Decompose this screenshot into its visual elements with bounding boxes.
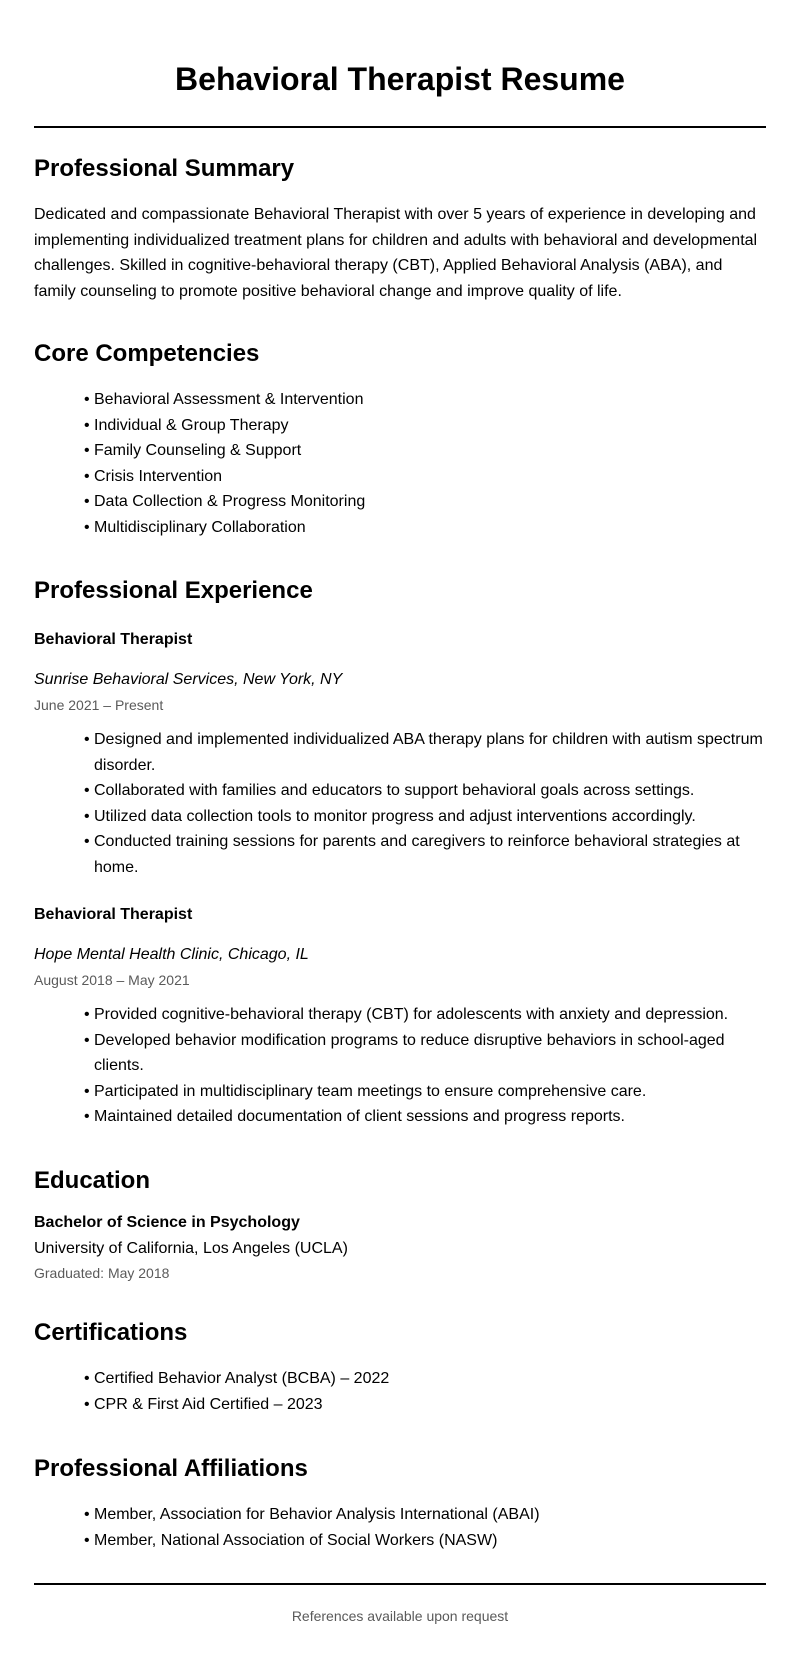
list-item: • Behavioral Assessment & Intervention xyxy=(84,387,766,413)
affiliations-list xyxy=(84,1502,766,1553)
page-title: Behavioral Therapist Resume xyxy=(175,61,625,97)
list-item: • Provided cognitive-behavioral therapy (CBT) for adolescents with anxiety and depression. xyxy=(84,1002,766,1028)
experience-heading: Professional Experience xyxy=(34,577,313,604)
job-company: Sunrise Behavioral Services, New York, NY xyxy=(34,671,343,688)
list-item: • Member, Association for Behavior Analysis International (ABAI) xyxy=(84,1502,766,1528)
job-dates: June 2021 – Present xyxy=(34,697,164,713)
list-item: • Data Collection & Progress Monitoring xyxy=(84,489,766,515)
job-title: Behavioral Therapist xyxy=(34,906,193,923)
competencies-list xyxy=(84,387,766,540)
list-item: • Designed and implemented individualized ABA therapy plans for children with autism spectrum disorder. xyxy=(84,727,766,778)
competencies-heading: Core Competencies xyxy=(34,340,260,367)
header-divider xyxy=(34,126,766,128)
certifications-heading: Certifications xyxy=(34,1319,188,1346)
list-item: • Certified Behavior Analyst (BCBA) – 2022 xyxy=(84,1366,766,1392)
list-item: • Participated in multidisciplinary team meetings to ensure comprehensive care. xyxy=(84,1079,766,1105)
list-item: • Collaborated with families and educators to support behavioral goals across settings. xyxy=(84,778,766,804)
job-bullets xyxy=(84,1002,766,1130)
job-company: Hope Mental Health Clinic, Chicago, IL xyxy=(34,946,309,963)
education-school: University of California, Los Angeles (UCLA) xyxy=(34,1240,348,1257)
job-dates: August 2018 – May 2021 xyxy=(34,972,190,988)
certifications-list xyxy=(84,1366,766,1417)
affiliations-heading: Professional Affiliations xyxy=(34,1455,308,1482)
job-title: Behavioral Therapist xyxy=(34,631,193,648)
footer-note: References available upon request xyxy=(291,1608,509,1624)
education-heading: Education xyxy=(34,1167,151,1194)
list-item: • Family Counseling & Support xyxy=(84,438,766,464)
list-item: • Crisis Intervention xyxy=(84,464,766,490)
list-item: • Individual & Group Therapy xyxy=(84,413,766,439)
job-bullets xyxy=(84,727,766,880)
list-item: • CPR & First Aid Certified – 2023 xyxy=(84,1392,766,1418)
summary-text: Dedicated and compassionate Behavioral Therapist with over 5 years of experience in developing and implementing individualized treatment plans for children and adults with behavioral and developmental challenges. Skilled in cognitive-behavioral therapy (CBT), Applied Behavioral Analysis (ABA), and family counseling to promote positive behavioral change and improve quality of life. xyxy=(34,206,758,300)
list-item: • Developed behavior modification programs to reduce disruptive behaviors in school-aged clients. xyxy=(84,1028,766,1079)
education-degree: Bachelor of Science in Psychology xyxy=(34,1214,300,1231)
list-item: • Multidisciplinary Collaboration xyxy=(84,515,766,541)
list-item: • Member, National Association of Social Workers (NASW) xyxy=(84,1528,766,1554)
list-item: • Utilized data collection tools to monitor progress and adjust interventions accordingly. xyxy=(84,804,766,830)
education-graduated: Graduated: May 2018 xyxy=(34,1265,170,1281)
footer-divider xyxy=(34,1583,766,1585)
summary-heading: Professional Summary xyxy=(34,155,295,182)
list-item: • Maintained detailed documentation of client sessions and progress reports. xyxy=(84,1104,766,1130)
list-item: • Conducted training sessions for parents and caregivers to reinforce behavioral strategies at home. xyxy=(84,829,766,880)
